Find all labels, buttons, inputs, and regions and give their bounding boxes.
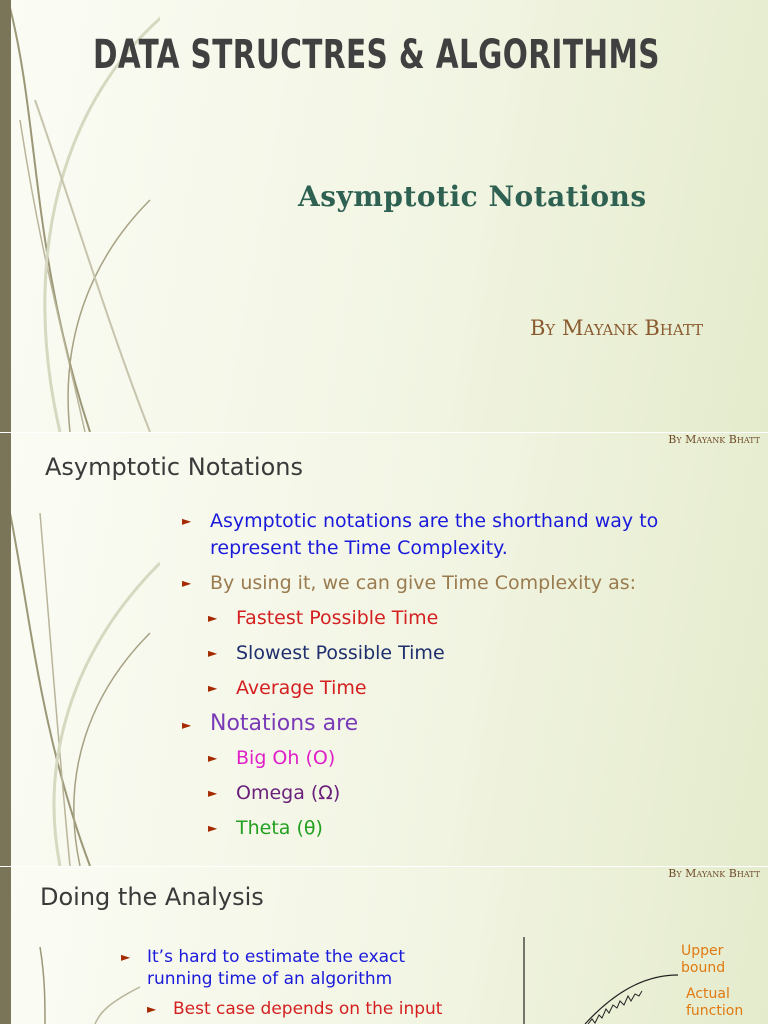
actual-function-curve [588, 991, 642, 1024]
actual-function-label: Actual function [686, 986, 744, 1019]
bullet-text: Best case depends on the input [173, 999, 443, 1019]
triangle-right-icon: ► [208, 751, 218, 765]
list-item [182, 508, 740, 562]
left-accent-bar [0, 867, 11, 1024]
bullet-text: Asymptotic notations are the shorthand way to represent the Time Complexity. [210, 510, 659, 559]
list-item [208, 745, 740, 772]
triangle-right-icon: ► [208, 611, 218, 625]
author-tag: By Mayank Bhatt [668, 433, 760, 446]
slide-subtitle: Asymptotic Notations [298, 180, 647, 213]
bullet-text: By using it, we can give Time Complexity as: [210, 572, 637, 594]
bullet-text: Big Oh (O) [236, 747, 336, 769]
list-item [208, 605, 740, 632]
triangle-right-icon: ► [182, 576, 192, 590]
bullet-text: It’s hard to estimate the exact running time of an algorithm [147, 947, 406, 989]
bullet-list [121, 946, 457, 1020]
triangle-right-icon: ► [121, 950, 131, 964]
list-item [208, 815, 740, 842]
slide-title: Doing the Analysis [40, 883, 264, 911]
list-item [208, 640, 740, 667]
left-accent-bar [0, 433, 11, 866]
author-tag: By Mayank Bhatt [668, 867, 760, 880]
list-item [147, 998, 457, 1020]
slide-title: Asymptotic Notations [45, 453, 303, 481]
decorative-swirl [0, 433, 160, 866]
bullet-list [182, 508, 740, 850]
triangle-right-icon: ► [182, 514, 192, 528]
upper-bound-label: Upper bound [681, 943, 726, 976]
triangle-right-icon: ► [208, 821, 218, 835]
slide-title: DATA STRUCTRES & ALGORITHMS [93, 32, 660, 78]
bullet-text: Omega (Ω) [236, 782, 341, 804]
list-item [182, 710, 740, 737]
bullet-text: Average Time [236, 677, 367, 699]
analysis-slide [0, 867, 768, 1024]
left-accent-bar [0, 0, 11, 432]
list-item [182, 570, 740, 597]
list-item [208, 780, 740, 807]
triangle-right-icon: ► [208, 646, 218, 660]
notations-slide [0, 433, 768, 866]
triangle-right-icon: ► [182, 718, 192, 732]
bullet-text: Notations are [210, 711, 359, 736]
triangle-right-icon: ► [208, 681, 218, 695]
triangle-right-icon: ► [208, 786, 218, 800]
bullet-text: Slowest Possible Time [236, 642, 445, 664]
list-item [121, 946, 457, 990]
triangle-right-icon: ► [147, 1002, 157, 1016]
list-item [208, 675, 740, 702]
title-slide [0, 0, 768, 432]
bullet-text: Theta (θ) [236, 817, 323, 839]
author-name: By Mayank Bhatt [530, 316, 704, 340]
bullet-text: Fastest Possible Time [236, 607, 439, 629]
